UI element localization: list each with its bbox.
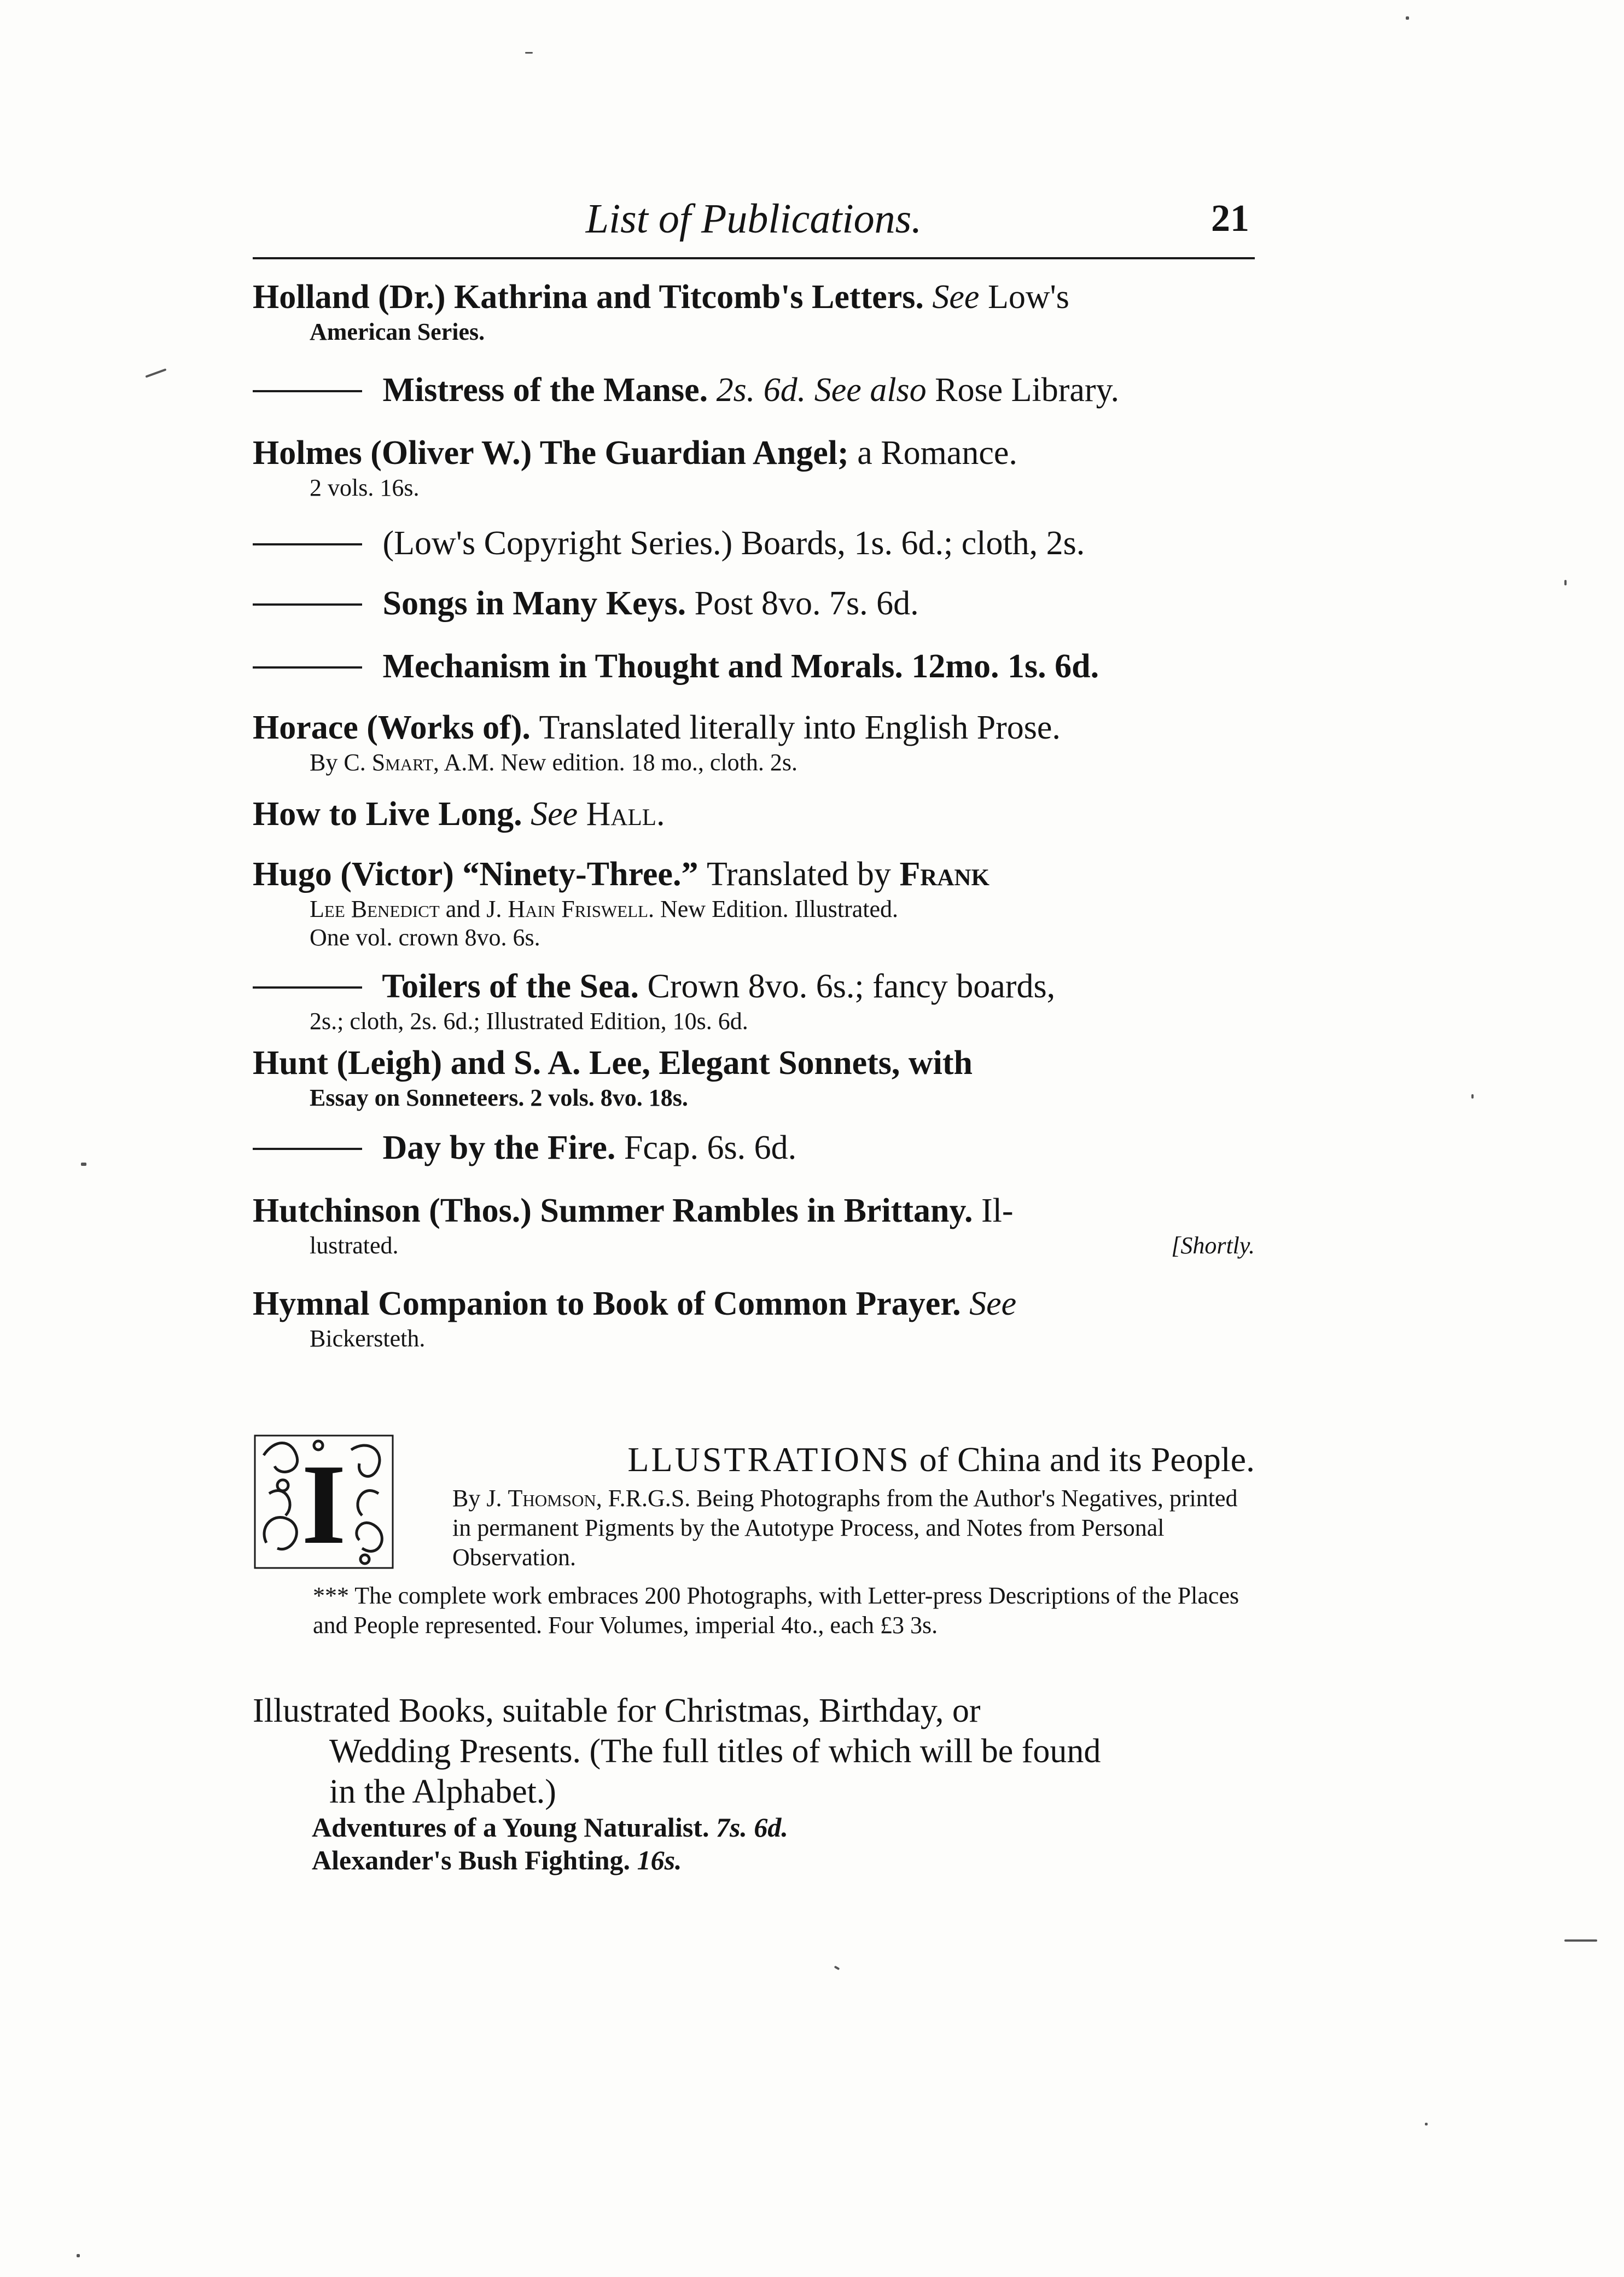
illustrations-heading <box>399 1439 1255 1480</box>
header-rule <box>253 257 1255 259</box>
scan-speck <box>1471 1094 1474 1099</box>
entry-subtitle: 2 vols. 16s. <box>310 474 420 501</box>
entry-subtitle <box>310 895 1255 923</box>
entry-description: Post 8vo. 7s. 6d. <box>694 585 919 622</box>
book-title: Adventures of a Young Naturalist. <box>312 1812 709 1843</box>
author-name: Thomson <box>508 1485 596 1512</box>
entry-hymnal-companion <box>253 1283 1255 1353</box>
sub-text: , A.M. New edition. 18 mo., cloth. 2s. <box>433 749 798 776</box>
entry-description: Translated by <box>706 856 891 893</box>
scan-speck <box>1564 1939 1597 1942</box>
scan-speck <box>525 52 533 54</box>
entry-title: Toilers of the Sea. <box>382 968 639 1005</box>
entry-title: Mistress of the Manse. <box>382 371 708 409</box>
entry-title: Mechanism in Thought and Morals. 12mo. 1s. 6d. <box>382 648 1099 685</box>
scan-speck <box>1425 2123 1428 2125</box>
entry-songs-in-many-keys <box>253 583 1255 624</box>
see-label: See <box>932 278 980 316</box>
entry-title: How to Live Long. <box>253 795 522 833</box>
entry-hunt <box>253 1042 1255 1112</box>
entry-subtitle: Bickersteth. <box>310 1325 426 1352</box>
entry-description: a Romance. <box>857 434 1017 472</box>
see-label: See <box>969 1285 1017 1322</box>
entry-description: Fcap. 6s. 6d. <box>624 1129 797 1166</box>
entry-title: Hugo (Victor) “Ninety-Three.” <box>253 856 699 893</box>
entry-holland <box>253 276 1255 346</box>
entry-lows-copyright-series <box>253 522 1255 564</box>
heading-rest: of China and its People. <box>919 1440 1255 1479</box>
book-price: 7s. 6d. <box>715 1812 788 1843</box>
scan-speck <box>81 1163 86 1166</box>
illustrations-note: *** The complete work embraces 200 Photographs, with Letter-press Descriptions of the Places and People represented. Four Volumes, imperial 4to., each £3 3s. <box>313 1582 1239 1639</box>
entry-subtitle-2: One vol. crown 8vo. 6s. <box>310 924 540 951</box>
sub-text: lustrated. <box>310 1232 399 1259</box>
entry-title: Holmes (Oliver W.) The Guardian Angel; <box>253 434 849 472</box>
desc-text: By J. <box>452 1485 508 1512</box>
sub-text: . New Edition. Illustrated. <box>648 896 899 922</box>
heading-caps: LLUSTRATIONS <box>627 1440 911 1479</box>
shortly-note: [Shortly. <box>1171 1232 1255 1259</box>
illustrations-description <box>452 1484 1255 1572</box>
entry-hutchinson <box>253 1190 1255 1260</box>
author-name: Smart <box>371 749 433 776</box>
scan-speck <box>1406 16 1409 20</box>
entry-description: Il- <box>981 1192 1014 1229</box>
translator-name: Frank <box>899 856 989 893</box>
entry-hugo <box>253 853 1255 952</box>
entry-subtitle <box>310 1232 1255 1260</box>
scan-speck <box>834 1966 840 1970</box>
entry-description: Crown 8vo. 6s.; fancy boards, <box>647 968 1056 1005</box>
ditto-dash <box>253 390 362 392</box>
page-number: 21 <box>1211 198 1249 240</box>
ditto-dash <box>253 986 362 989</box>
entry-how-to-live-long <box>253 793 1255 835</box>
heading-line: Wedding Presents. (The full titles of which will be found <box>329 1733 1101 1770</box>
entry-day-by-the-fire <box>253 1127 1255 1169</box>
running-title: List of Publications. <box>585 196 922 242</box>
entry-title: Horace (Works of). <box>253 709 531 746</box>
entry-mechanism-in-thought <box>253 646 1255 687</box>
scan-speck <box>1564 580 1567 585</box>
sub-text: By C. <box>310 749 372 776</box>
entry-subtitle: American Series. <box>310 318 485 345</box>
entry-title: Hunt (Leigh) and S. A. Lee, Elegant Sonnets, with <box>253 1044 973 1082</box>
page-header <box>253 191 1255 252</box>
entry-description: Translated literally into English Prose. <box>539 709 1061 746</box>
entry-title: Hutchinson (Thos.) Summer Rambles in Brittany. <box>253 1192 973 1229</box>
entry-description: (Low's Copyright Series.) Boards, 1s. 6d.; cloth, 2s. <box>382 525 1085 562</box>
entry-horace <box>253 707 1255 777</box>
translator-name: Lee Benedict <box>310 896 440 922</box>
entry-mistress-of-the-manse <box>253 369 1255 411</box>
see-label: See <box>531 795 578 833</box>
book-price: 16s. <box>637 1845 682 1875</box>
ornamental-dropcap-icon <box>253 1433 395 1570</box>
ditto-dash <box>253 1148 362 1150</box>
list-item <box>312 1844 788 1877</box>
illustrated-books-list <box>312 1811 788 1877</box>
entry-title: Songs in Many Keys. <box>382 585 686 622</box>
entry-price: 2s. 6d. <box>716 371 806 409</box>
see-reference: Rose Library. <box>935 371 1120 409</box>
book-title: Alexander's Bush Fighting. <box>312 1845 631 1875</box>
desc-text: , F.R.G.S. Being Photographs from the Author's Negatives, printed in permanent Pigments by the Autotype Process, and Notes from Personal Observation. <box>452 1485 1238 1571</box>
entry-subtitle <box>310 748 1255 777</box>
entry-subtitle: Essay on Sonneteers. 2 vols. 8vo. 18s. <box>310 1084 688 1111</box>
see-reference: Hall. <box>586 795 665 833</box>
list-item <box>312 1811 788 1844</box>
entry-subtitle: 2s.; cloth, 2s. 6d.; Illustrated Edition, 10s. 6d. <box>310 1008 748 1035</box>
entry-title: Day by the Fire. <box>382 1129 616 1166</box>
illustrations-of-china <box>253 1433 1255 1663</box>
see-label: See also <box>814 371 927 409</box>
ditto-dash <box>253 543 362 545</box>
entry-holmes <box>253 432 1255 502</box>
heading-line: in the Alphabet.) <box>329 1773 556 1810</box>
translator-name: Hain Friswell <box>508 896 648 922</box>
ditto-dash <box>253 666 362 669</box>
dropcap-letter: I <box>301 1441 346 1568</box>
entry-title: Holland (Dr.) Kathrina and Titcomb's Letters. <box>253 278 924 316</box>
entry-toilers-of-the-sea <box>253 966 1255 1036</box>
scan-speck <box>77 2254 80 2257</box>
illustrated-books-heading <box>253 1691 1255 1812</box>
ditto-dash <box>253 603 362 606</box>
sub-text: and J. <box>439 896 508 922</box>
scan-speck <box>145 368 167 377</box>
see-reference: Low's <box>987 278 1069 316</box>
entry-title: Hymnal Companion to Book of Common Prayer. <box>253 1285 961 1322</box>
heading-line: Illustrated Books, suitable for Christmas, Birthday, or <box>253 1692 981 1729</box>
